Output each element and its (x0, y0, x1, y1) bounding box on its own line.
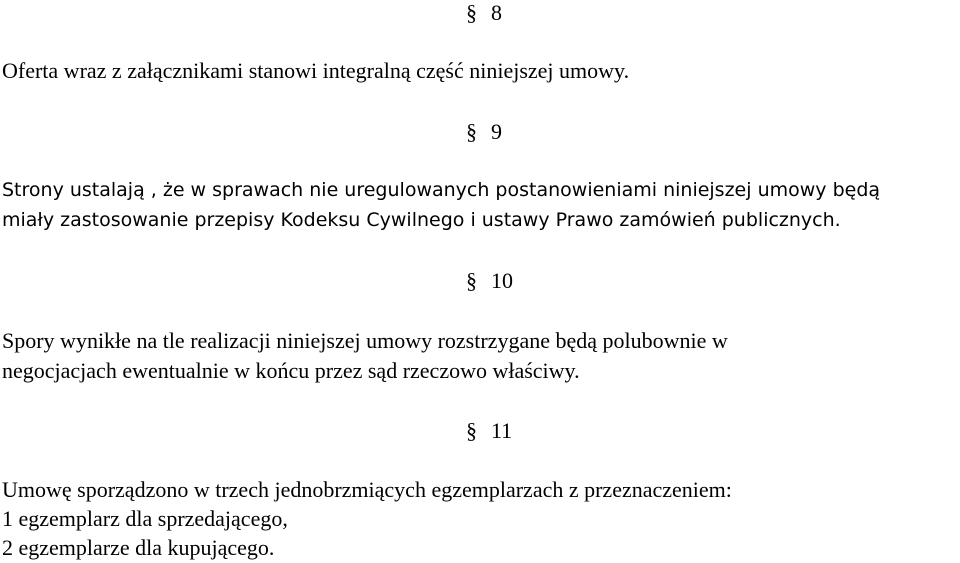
section-symbol: § (466, 268, 477, 293)
section-10-line-1: Spory wynikłe na tle realizacji niniejszej umowy rozstrzygane będą polubownie w (2, 328, 728, 353)
section-heading-8 (466, 0, 502, 26)
section-number: 10 (491, 268, 513, 293)
section-10-line-2: negocjacjach ewentualnie w końcu przez sąd rzeczowo właściwy. (2, 358, 580, 383)
section-symbol: § (466, 0, 477, 25)
section-heading-9 (466, 119, 502, 145)
section-11-line-2: 1 egzemplarz dla sprzedającego, (2, 506, 288, 531)
section-heading-10 (466, 268, 513, 294)
section-11-line-1: Umowę sporządzono w trzech jednobrzmiących egzemplarzach z przeznaczeniem: (2, 477, 732, 502)
section-number: 8 (491, 0, 502, 25)
section-number: 11 (491, 418, 513, 443)
section-number: 9 (491, 119, 502, 144)
section-symbol: § (466, 119, 477, 144)
section-9-line-1: Strony ustalają , że w sprawach nie uregulowanych postanowieniami niniejszej umowy będą (2, 179, 881, 201)
section-heading-11 (466, 418, 512, 444)
section-symbol: § (466, 418, 477, 443)
section-8-line-1: Oferta wraz z załącznikami stanowi integralną część niniejszej umowy. (2, 58, 630, 83)
section-9-line-2: miały zastosowanie przepisy Kodeksu Cywilnego i ustawy Prawo zamówień publicznych. (2, 209, 841, 231)
section-11-line-3: 2 egzemplarze dla kupującego. (2, 535, 275, 560)
